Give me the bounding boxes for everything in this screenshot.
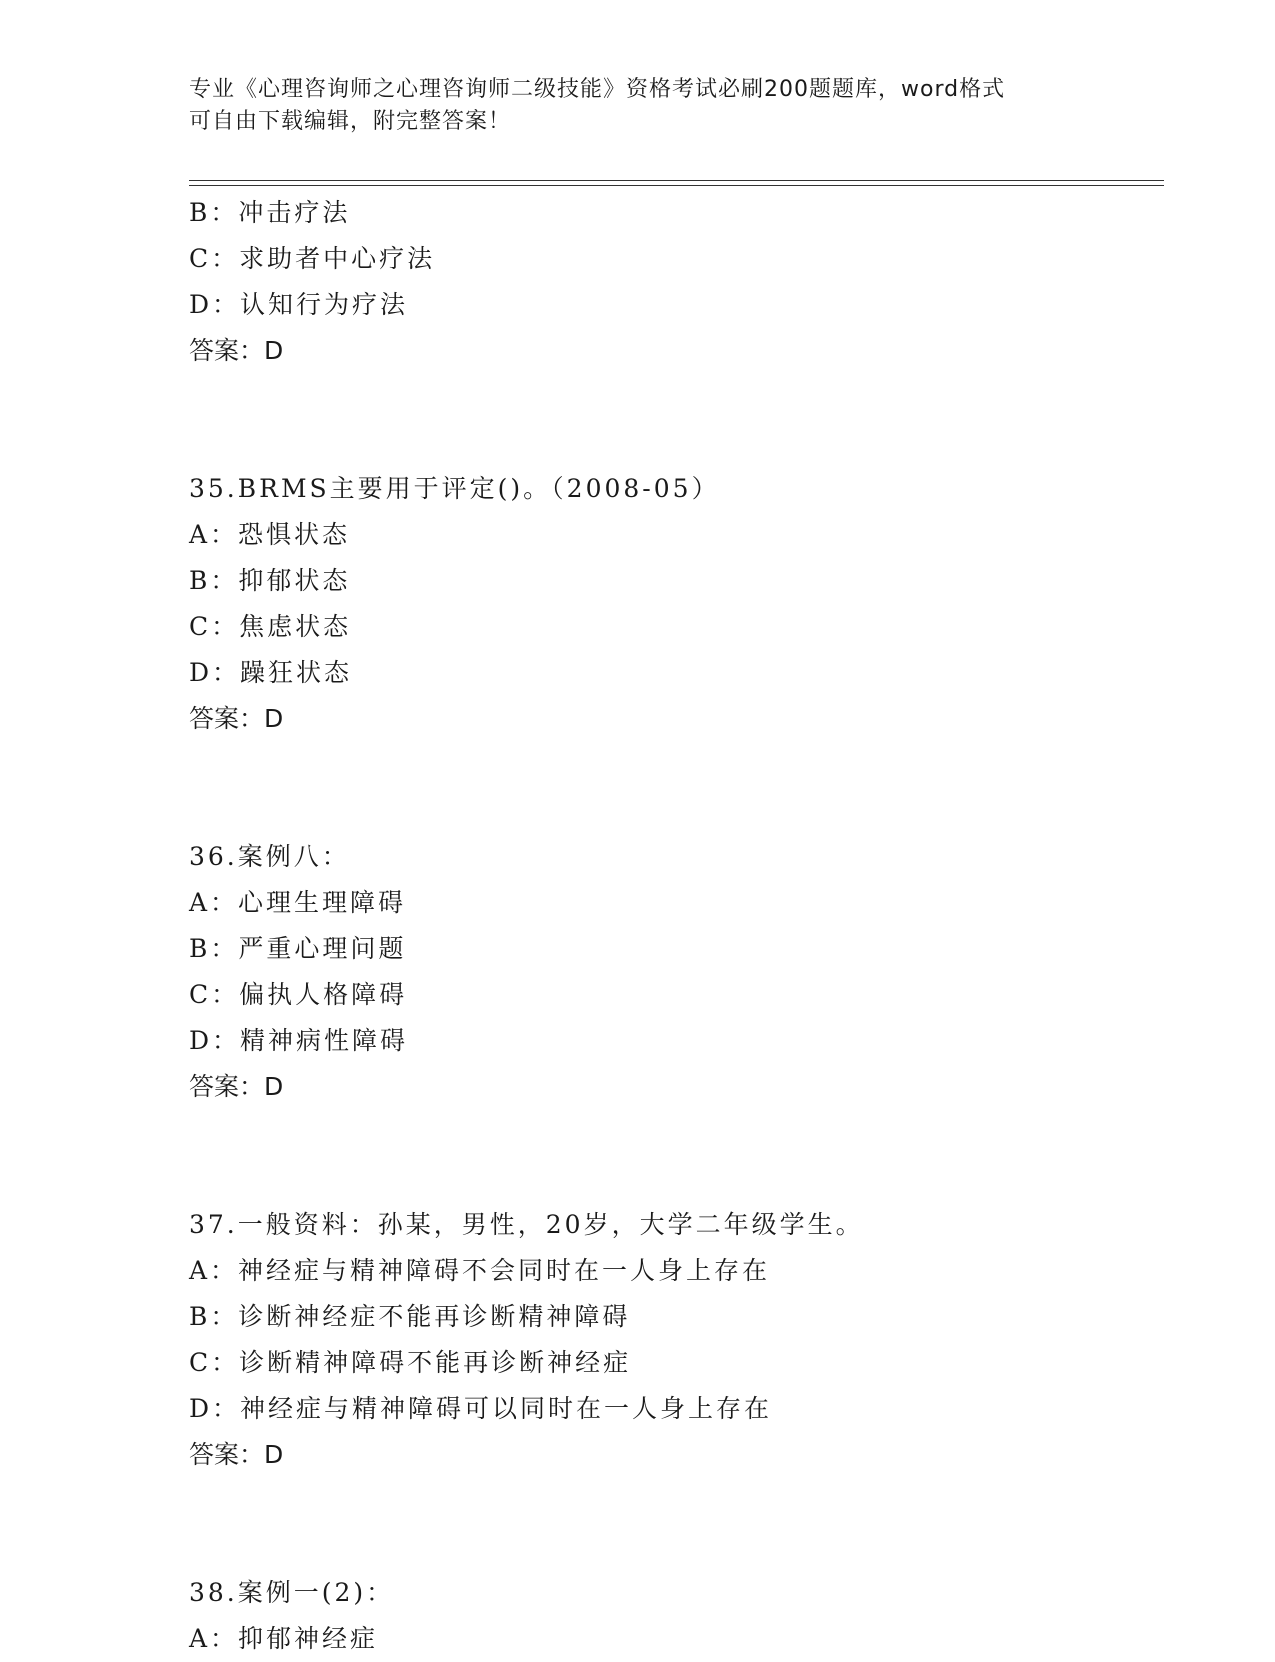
question-stem: 36.案例八： (189, 842, 350, 871)
option-d: D：神经症与精神障碍可以同时在一人身上存在 (189, 1394, 773, 1423)
option-c: C：诊断精神障碍不能再诊断神经症 (189, 1348, 632, 1377)
option-c: C：求助者中心疗法 (189, 244, 436, 273)
question-stem: 37.一般资料：孙某，男性，20岁，大学二年级学生。 (189, 1210, 864, 1239)
header-title-line-2: 可自由下载编辑，附完整答案！ (189, 109, 512, 134)
answer: 答案：D (189, 704, 284, 733)
answer: 答案：D (189, 336, 284, 365)
option-b: B：诊断神经症不能再诊断精神障碍 (189, 1302, 631, 1331)
question-34-continued (189, 190, 1149, 374)
question-stem: 38.案例一(2)： (189, 1578, 395, 1607)
answer: 答案：D (189, 1440, 284, 1469)
header-divider-top (189, 180, 1164, 181)
question-37 (189, 1202, 1149, 1478)
question-stem: 35.BRMS主要用于评定()。（2008-05） (189, 474, 720, 503)
option-a: A：抑郁神经症 (189, 1624, 379, 1653)
question-36 (189, 834, 1149, 1110)
header-divider-bottom (189, 185, 1164, 186)
spacer (189, 1478, 1149, 1570)
question-38 (189, 1570, 1149, 1662)
spacer (189, 374, 1149, 466)
option-a: A：神经症与精神障碍不会同时在一人身上存在 (189, 1256, 771, 1285)
question-35 (189, 466, 1149, 742)
header-title-line-1: 专业《心理咨询师之心理咨询师二级技能》资格考试必刷200题题库，word格式 (189, 77, 1006, 102)
option-d: D：躁狂状态 (189, 658, 353, 687)
option-c: C：焦虑状态 (189, 612, 352, 641)
option-a: A：心理生理障碍 (189, 888, 407, 917)
question-list (189, 190, 1149, 1662)
option-a: A：恐惧状态 (189, 520, 351, 549)
option-b: B：冲击疗法 (189, 198, 351, 227)
option-b: B：严重心理问题 (189, 934, 407, 963)
option-b: B：抑郁状态 (189, 566, 351, 595)
spacer (189, 1110, 1149, 1202)
answer: 答案：D (189, 1072, 284, 1101)
option-d: D：精神病性障碍 (189, 1026, 409, 1055)
document-header (189, 74, 1089, 138)
option-d: D：认知行为疗法 (189, 290, 409, 319)
option-c: C：偏执人格障碍 (189, 980, 408, 1009)
spacer (189, 742, 1149, 834)
